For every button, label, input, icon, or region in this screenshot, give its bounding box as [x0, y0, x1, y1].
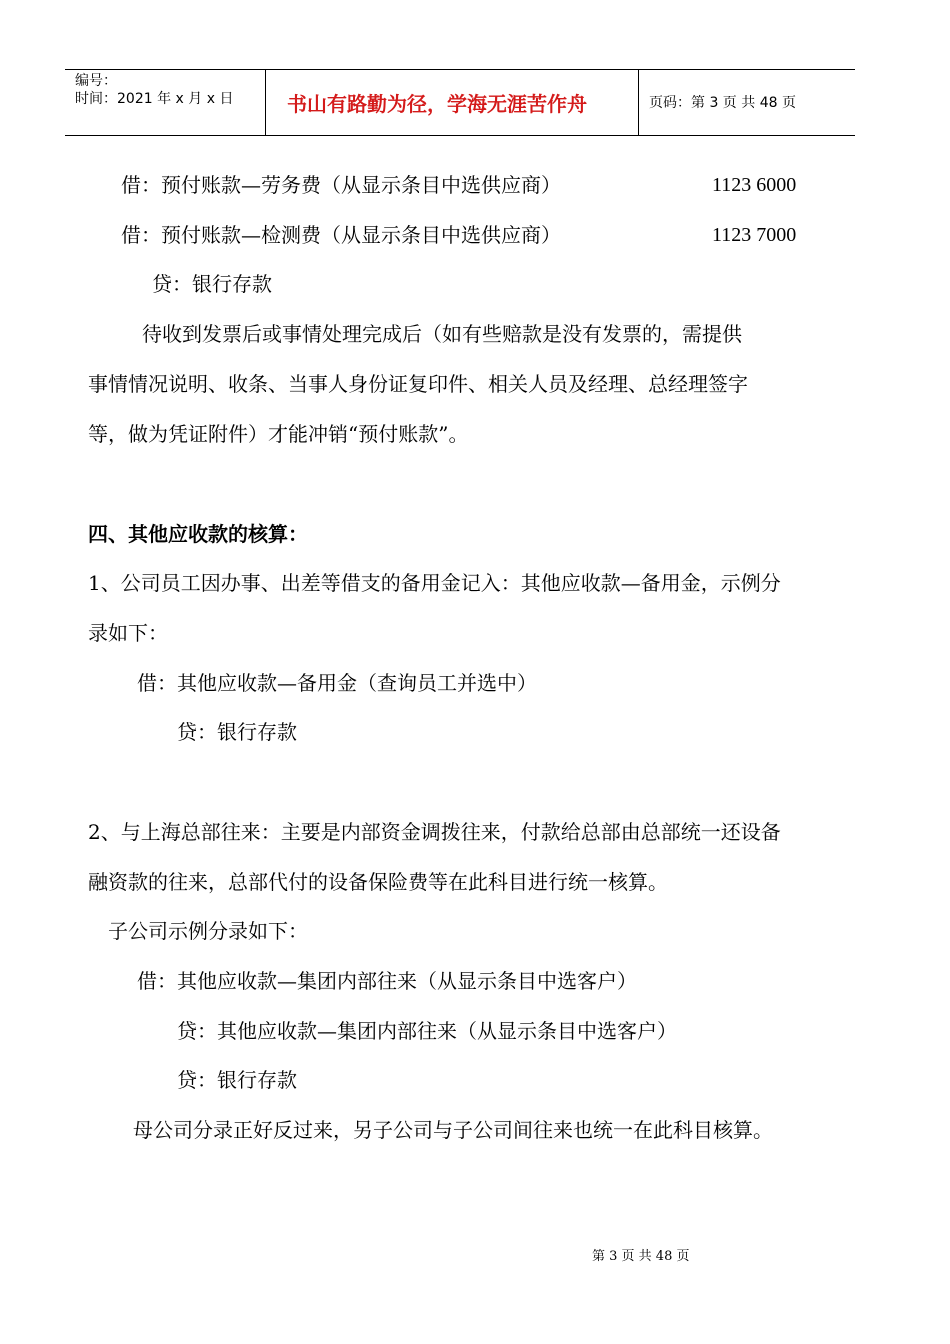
- header-bottom-rule: [65, 135, 855, 136]
- entry-2-code: 1123 7000: [712, 224, 797, 246]
- header-number-label: 编号：: [75, 73, 117, 89]
- item-1-line-1: 1、公司员工因办事、出差等借支的备用金记入：其他应收款—备用金，示例分: [88, 571, 781, 595]
- header-top-rule: [65, 69, 855, 70]
- header-motto: 书山有路勤为径，学海无涯苦作舟: [287, 92, 587, 116]
- item-1-debit: 借：其他应收款—备用金（查询员工并选中）: [137, 671, 537, 695]
- entry-2-text: 借：预付账款—检测费（从显示条目中选供应商）: [121, 223, 561, 247]
- sub-credit-1: 贷：其他应收款—集团内部往来（从显示条目中选客户）: [177, 1019, 677, 1043]
- item-2-line-2: 融资款的往来，总部代付的设备保险费等在此科目进行统一核算。: [88, 870, 668, 894]
- footer-page-number: 第 3 页 共 48 页: [592, 1249, 690, 1264]
- item-1-credit: 贷：银行存款: [177, 720, 297, 744]
- sub-credit-2: 贷：银行存款: [177, 1068, 297, 1092]
- para-1-line-3: 等，做为凭证附件）才能冲销“预付账款”。: [88, 422, 469, 446]
- credit-bank-1: 贷：银行存款: [152, 272, 272, 296]
- item-2-line-1: 2、与上海总部往来：主要是内部资金调拨往来，付款给总部由总部统一还设备: [88, 820, 781, 844]
- entry-1-code: 1123 6000: [712, 174, 797, 196]
- section-4-heading: 四、其他应收款的核算：: [88, 522, 308, 546]
- item-1-line-2: 录如下：: [88, 621, 168, 645]
- subsidiary-intro: 子公司示例分录如下：: [108, 919, 308, 943]
- parent-note: 母公司分录正好反过来，另子公司与子公司间往来也统一在此科目核算。: [133, 1118, 773, 1142]
- entry-1-text: 借：预付账款—劳务费（从显示条目中选供应商）: [121, 173, 561, 197]
- header-divider-right: [638, 69, 639, 135]
- header-page-label: 页码：第 3 页 共 48 页: [649, 95, 796, 111]
- sub-debit: 借：其他应收款—集团内部往来（从显示条目中选客户）: [137, 969, 637, 993]
- header-time-label: 时间：2021 年 x 月 x 日: [75, 91, 234, 107]
- para-1-line-1: 待收到发票后或事情处理完成后（如有些赔款是没有发票的，需提供: [142, 322, 742, 346]
- header-divider-left: [265, 69, 266, 135]
- para-1-line-2: 事情情况说明、收条、当事人身份证复印件、相关人员及经理、总经理签字: [88, 372, 748, 396]
